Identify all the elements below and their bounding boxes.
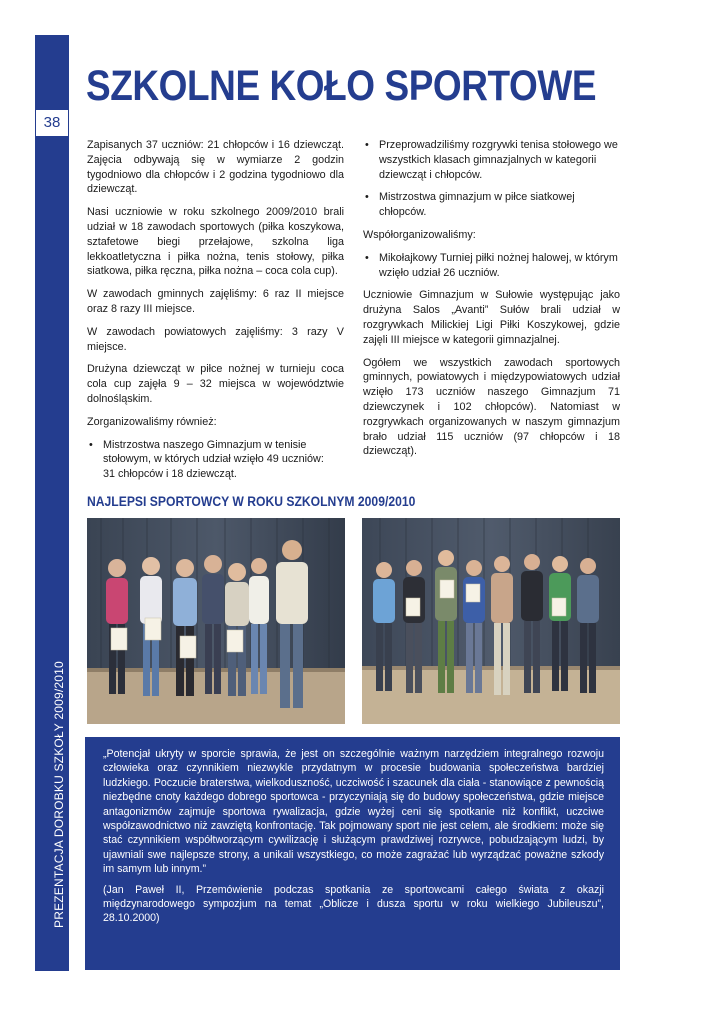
bullet-item: • Mikołajkowy Turniej piłki nożnej halowej, w którym wzięło udział 26 uczniów. [363,251,620,281]
text-column-left [87,138,344,490]
bullet-item: • Przeprowadziliśmy rozgrywki tenisa stołowego we wszystkich klasach gimnazjalnych w kategorii dziewcząt i chłopców. [363,138,620,182]
paragraph: Zorganizowaliśmy również: [87,415,217,428]
paragraph: Drużyna dziewcząt w piłce nożnej w turnieju coca cola cup zajęła 9 – 32 miejsca w województwie dolnośląskim. [87,363,344,405]
bullet-item [87,438,344,482]
page-title: SZKOLNE KOŁO SPORTOWE [86,62,597,110]
bullet-text: Mistrzostwa naszego Gimnazjum w tenisie stołowym, w których udział wzięło 49 uczniów: [103,438,324,466]
sidebar-vertical-text: PREZENTACJA DOROBKU SZKOŁY 2009/2010 [52,661,66,928]
bullet-item: • Mistrzostwa gimnazjum w piłce siatkowej chłopców. [363,190,620,220]
paragraph: Ogółem we wszystkich zawodach sportowych gminnych, powiatowych i międzypowiatowych udział wzięło 173 uczniów naszego Gimnazjum 71 dziewczynek i 102 chłopców). Natomiast w rozgrywkach organizowanych w naszym gimnazjum brało udział 115 uczniów (97 chłopców i 18 dziewcząt). [363,356,620,458]
paragraph: W zawodach powiatowych zajęliśmy: 3 razy V miejsce. [87,325,344,353]
paragraph: Zapisanych 37 uczniów: 21 chłopców i 16 dziewcząt. Zajęcia odbywają się w wymiarze 2 godzin tygodniowo dla chłopców i 2 godzina tygodniowo dla dziewcząt. [87,139,344,196]
paragraph: W zawodach gminnych zajęliśmy: 6 raz II miejsce oraz 8 razy III miejsce. [87,288,344,315]
section-heading: NAJLEPSI SPORTOWCY W ROKU SZKOLNYM 2009/2010 [87,494,416,509]
team-photo-left [87,518,345,724]
quote-text: „Potencjał ukryty w sporcie sprawia, że jest on szczególnie ważnym narzędziem integralnego rozwoju człowieka oraz czynnikiem niezwykle przydatnym w procesie budowania społeczeństwa bardziej ludzkiego. Poczucie braterstwa, wielkoduszność, uczciwość i szacunek dla ciała - stanowiące z pewnością niezbędne cnoty każdego dobrego sportowca - przyczyniają się do budowy społeczeństwa, gdzie miejsce antagonizmów zajmuje sportowa rywalizacja, gdzie wyżej ceni się spotkanie niż konflikt, uczciwe współzawodnictwo niż zawziętą konfrontację. Tak pojmowany sport nie jest celem, ale środkiem: może się stać czynnikiem współtworzącym cywilizację i służącym prawdziwej rozrywce, pobudzającym ludzi, by ujawniali swe najlepsze strony, a unikali wszystkiego, co może zagrażać lub wyrządzać poważne szkody im samym lub innym.” [103,748,604,876]
team-photo-left-image [87,518,345,724]
quote-citation: (Jan Paweł II, Przemówienie podczas spotkania ze sportowcami całego świata z okazji międzynarodowego sympozjum na temat „Oblicze i dusza sportu w roku wielkiego Jubileuszu”, 28.10.2000) [103,883,604,925]
paragraph: Współorganizowaliśmy: [363,228,476,241]
text-column-right [363,138,620,467]
page-number: 38 [43,114,61,131]
paragraph: Uczniowie Gimnazjum w Sułowie występując jako drużyna Salos „Avanti” Sułów brali udział w rozgrywkach Milickiej Ligi Piłki Koszykowej, gdzie zajęli III miejsce w kategorii gimnazjalnej. [363,289,620,346]
quote-box [85,737,620,970]
page-number-box [35,109,69,137]
paragraph: Nasi uczniowie w roku szkolnego 2009/2010 brali udział w 18 zawodach sportowych (piłka koszykowa, sztafetowe biegi przełajowe, szkolna liga lekkoatletyczna i piłka nożna, tenis stołowy, piłka siatkowa, piłka ręczna, piłka nożna – coca cola cup). [87,206,344,278]
bullet-subtext: 31 chłopców i 18 dziewcząt. [103,468,237,481]
team-photo-right-image [362,518,620,724]
team-photo-right [362,518,620,724]
